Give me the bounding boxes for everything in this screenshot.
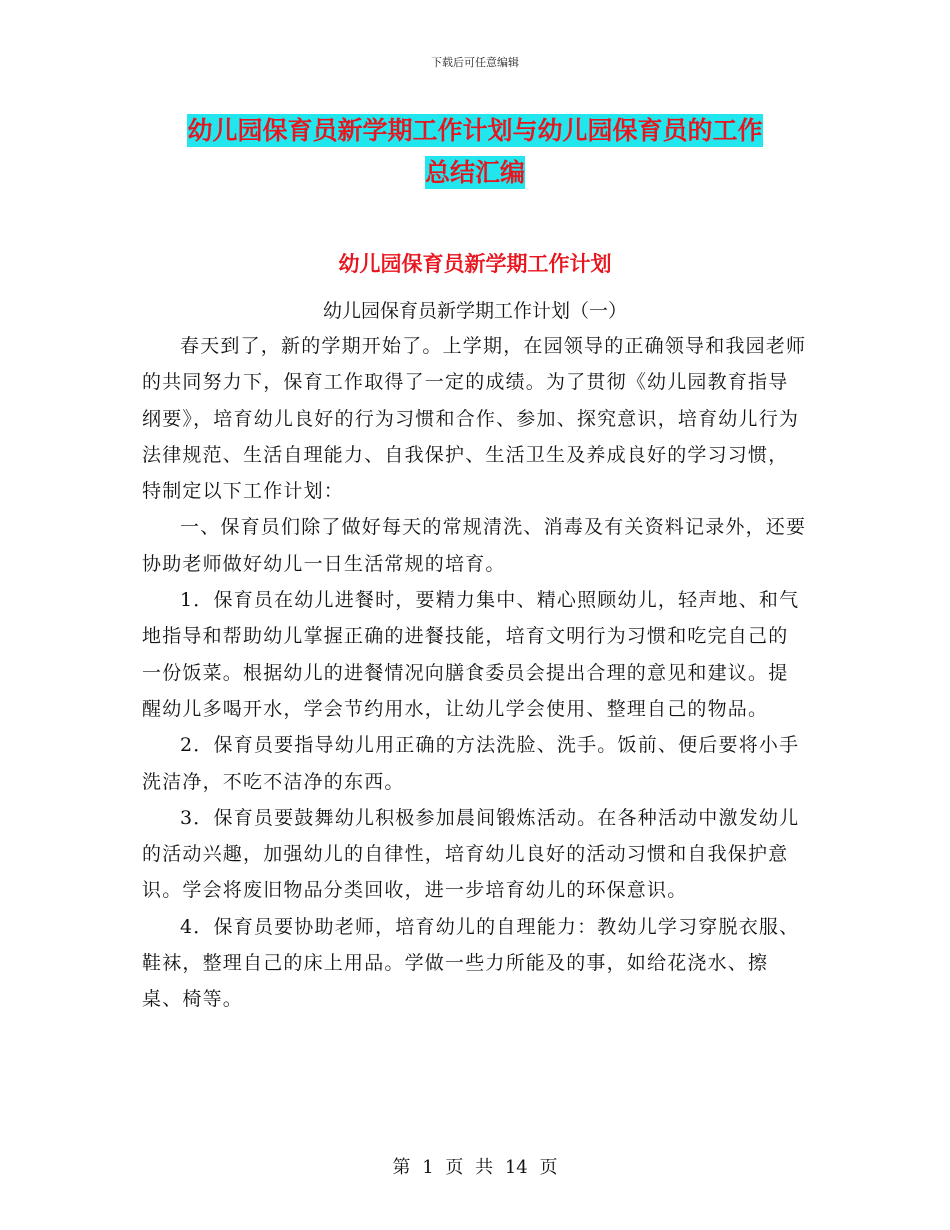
paragraph-item-4: 4．保育员要协助老师，培育幼儿的自理能力：教幼儿学习穿脱衣服、鞋袜，整理自己的床上用品。学做一些力所能及的事，如给花浇水、擦桌、椅等。 bbox=[142, 915, 800, 1011]
document-title-line-1: 幼儿园保育员新学期工作计划与幼儿园保育员的工作 bbox=[187, 116, 763, 145]
page-number: 第 1 页 共 14 页 bbox=[392, 1157, 558, 1178]
paragraph-intro: 春天到了，新的学期开始了。上学期，在园领导的正确领导和我园老师的共同努力下，保育工作取得了一定的成绩。为了贯彻《幼儿园教育指导纲要》，培育幼儿良好的行为习惯和合作、参加、探究意识，培育幼儿行为法律规范、生活自理能力、自我保护、生活卫生及养成良好的学习习惯，特制定以下工作计划： bbox=[142, 335, 807, 503]
document-title-line-2: 总结汇编 bbox=[424, 158, 525, 187]
body-text bbox=[142, 328, 807, 1018]
sub-title: 幼儿园保育员新学期工作计划（一） bbox=[322, 300, 627, 322]
paragraph-item-1: 1．保育员在幼儿进餐时，要精力集中、精心照顾幼儿，轻声地、和气地指导和帮助幼儿掌握正确的进餐技能，培育文明行为习惯和吃完自己的一份饭菜。根据幼儿的进餐情况向膳食委员会提出合理的意见和建议。提醒幼儿多喝开水，学会节约用水，让幼儿学会使用、整理自己的物品。 bbox=[142, 589, 800, 720]
paragraph-item-2: 2．保育员要指导幼儿用正确的方法洗脸、洗手。饭前、便后要将小手洗洁净，不吃不洁净的东西。 bbox=[142, 734, 800, 793]
paragraph-item-3: 3．保育员要鼓舞幼儿积极参加晨间锻炼活动。在各种活动中激发幼儿的活动兴趣，加强幼儿的自律性，培育幼儿良好的活动习惯和自我保护意识。学会将废旧物品分类回收，进一步培育幼儿的环保意识。 bbox=[142, 806, 800, 902]
document-title bbox=[140, 110, 810, 194]
section-title: 幼儿园保育员新学期工作计划 bbox=[338, 252, 612, 276]
paragraph-point-1: 一、保育员们除了做好每天的常规清洗、消毒及有关资料记录外，还要协助老师做好幼儿一日生活常规的培育。 bbox=[142, 516, 807, 575]
header-note: 下载后可任意编辑 bbox=[431, 56, 519, 69]
